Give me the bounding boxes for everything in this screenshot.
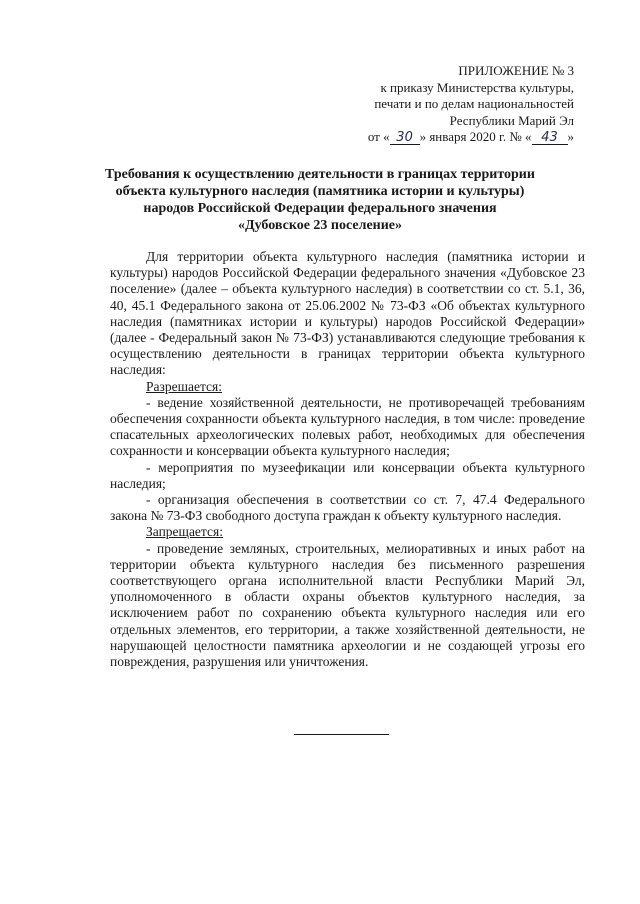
title-line: народов Российской Федерации федерального значения [143,201,497,216]
title-line: «Дубовское 23 поселение» [237,218,403,233]
forbidden-heading: Запрещается: [146,524,223,540]
handwritten-day: 30 [390,131,420,145]
appendix-date-line [368,129,574,146]
title-line: Требования к осуществлению деятельности в границах территории [105,167,535,182]
document-title [100,166,540,234]
date-prefix: от « [367,129,390,144]
end-divider [294,734,389,735]
appendix-republic-line: Республики Марий Эл [449,112,574,128]
allowed-heading: Разрешается: [146,378,222,394]
date-suffix: » [567,129,574,144]
date-mid: » января 2020 г. № « [419,129,532,144]
handwritten-number: 43 [532,131,568,145]
appendix-ministry-line: печати и по делам национальностей [374,96,574,111]
allowed-item: - ведение хозяйственной деятельности, не противоречащей требованиям обеспечения сохранности объекта культурного наследия, в том числе: проведение спасательных археологических полевых работ, необходимых для обеспечения сохранности и консервации объекта культурного наследия; [110,394,585,459]
appendix-header [368,63,574,146]
allowed-item: - организация обеспечения в соответствии со ст. 7, 47.4 Федерального закона № 73-ФЗ свободного доступа граждан к объекту культурного наследия. [110,492,585,524]
appendix-order-line: к приказу Министерства культуры, [380,79,574,95]
allowed-heading-row [110,379,585,395]
allowed-item: - мероприятия по музеефикации или консервации объекта культурного наследия; [110,459,585,491]
forbidden-item: - проведение земляных, строительных, мелиоративных и иных работ на территории объекта культурного наследия без письменного разрешения соответствующего органа исполнительной власти Республики Марий Эл, уполномоченного в области охраны объектов культурного наследия, за исключением работ по сохранению объекта культурного наследия или его отдельных элементов, его территории, а также хозяйственной деятельности, не нарушающей целостности памятника археологии и не создающей угрозы его повреждения, разрушения или уничтожения. [110,540,585,670]
forbidden-heading-row [110,524,585,540]
document-body [110,249,585,670]
intro-paragraph: Для территории объекта культурного наследия (памятника истории и культуры) народов Российской Федерации федерального значения «Дубовское 23 поселение» (далее – объекта культурного наследия) в соответствии со ст. 5.1, 36, 40, 45.1 Федерального закона от 25.06.2002 № 73-ФЗ «Об объектах культурного наследия (памятниках истории и культуры) народов Российской Федерации» (далее - Федеральный закон № 73-ФЗ) устанавливаются следующие требования к осуществлению деятельности в границах территории объекта культурного наследия: [110,249,585,378]
title-line: объекта культурного наследия (памятника истории и культуры) [115,184,525,199]
appendix-title: ПРИЛОЖЕНИЕ № 3 [458,63,574,78]
